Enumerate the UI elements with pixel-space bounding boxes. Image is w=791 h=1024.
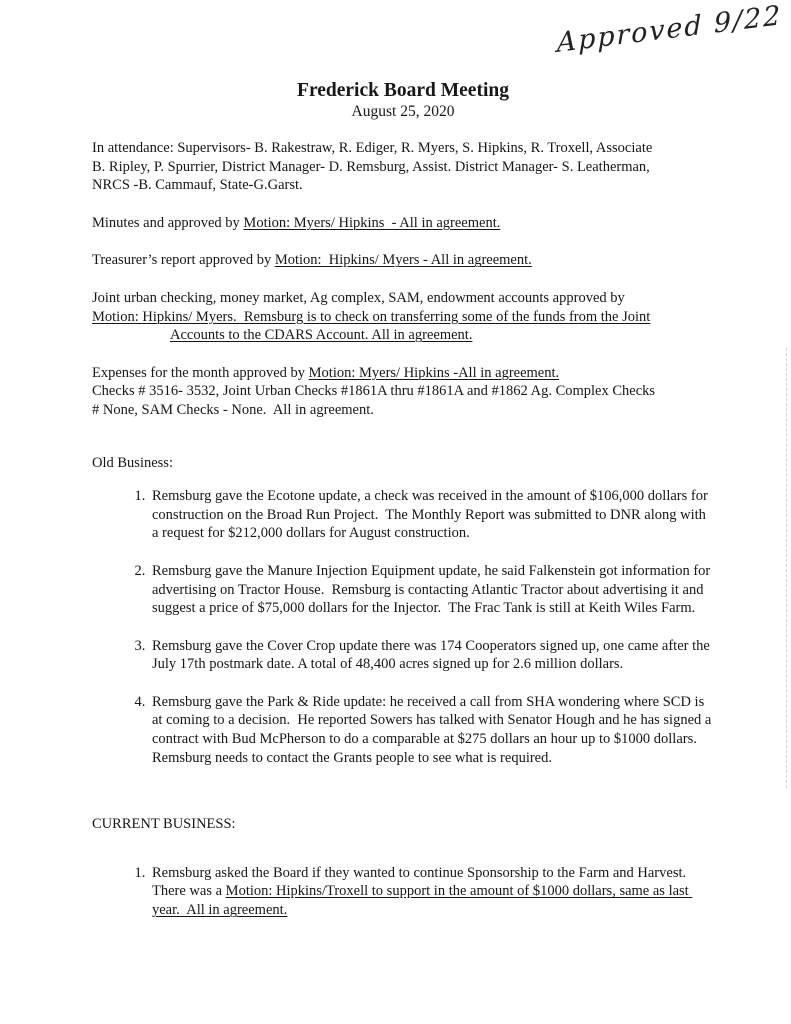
accounts-approval-paragraph bbox=[92, 289, 714, 345]
treasurer-approval-motion: Motion: Hipkins/ Myers - All in agreement. bbox=[274, 252, 532, 269]
attendance-line: B. Ripley, P. Spurrier, District Manager- D. Remsburg, Assist. District Manager- S. Leatherman, bbox=[92, 158, 650, 175]
old-business-item bbox=[149, 562, 714, 618]
minutes-approval-motion: Motion: Myers/ Hipkins - All in agreement. bbox=[243, 214, 501, 231]
accounts-approval-motion-cont: Accounts to the CDARS Account. All in agreement. bbox=[170, 327, 473, 344]
minutes-approval-paragraph bbox=[92, 214, 714, 233]
old-business-item bbox=[149, 693, 714, 767]
current-business-item-text: Remsburg asked the Board if they wanted to continue Sponsorship to the Farm and Harvest. There was a bbox=[152, 864, 690, 900]
minutes-approval-text: Minutes and approved by bbox=[92, 214, 244, 231]
expenses-approval-paragraph bbox=[92, 364, 714, 420]
accounts-approval-text: Joint urban checking, money market, Ag complex, SAM, endowment accounts approved by bbox=[92, 289, 625, 306]
accounts-approval-motion: Motion: Hipkins/ Myers. Remsburg is to check on transferring some of the funds from the Joint bbox=[92, 308, 651, 325]
old-business-item-text: Remsburg gave the Manure Injection Equipment update, he said Falkenstein got information for advertising on Tractor House. Remsburg is contacting Atlantic Tractor about advertising it and suggest a price of $75,000 dollars for the Injector. The Frac Tank is still at Keith Wiles Farm. bbox=[152, 562, 714, 617]
attendance-paragraph bbox=[92, 139, 714, 195]
old-business-item-text: Remsburg gave the Cover Crop update there was 174 Cooperators signed up, one came after the July 17th postmark date. A total of 48,400 acres signed up for 2.6 million dollars. bbox=[152, 637, 714, 673]
current-business-heading: CURRENT BUSINESS: bbox=[92, 816, 236, 833]
document-title: Frederick Board Meeting bbox=[297, 80, 509, 101]
old-business-item-text: Remsburg gave the Park & Ride update: he received a call from SHA wondering where SCD is at coming to a decision. He reported Sowers has talked with Senator Hough and he has signed a contract with Bud McPherson to do a comparable at $275 dollars an hour up to $1000 dollars. Remsburg needs to contact the Grants people to see what is required. bbox=[152, 693, 715, 766]
attendance-line: In attendance: Supervisors- B. Rakestraw, R. Ediger, R. Myers, S. Hipkins, R. Troxell, Associate bbox=[92, 140, 653, 156]
document-body bbox=[92, 80, 714, 939]
current-business-item-motion: Motion: Hipkins/Troxell to support in the amount of $1000 dollars, same as last year. All in agreement. bbox=[152, 883, 693, 919]
old-business-list bbox=[92, 487, 714, 767]
current-business-item bbox=[149, 864, 714, 920]
old-business-heading: Old Business: bbox=[92, 454, 173, 471]
treasurer-approval-paragraph bbox=[92, 251, 714, 270]
expenses-checks-line: Checks # 3516- 3532, Joint Urban Checks #1861A thru #1861A and #1862 Ag. Complex Checks bbox=[92, 383, 656, 400]
handwritten-approval-annotation: Approved 9/22 bbox=[556, 0, 783, 59]
attendance-line: NRCS -B. Cammauf, State-G.Garst. bbox=[92, 177, 303, 194]
current-business-list bbox=[92, 864, 714, 920]
old-business-item bbox=[149, 637, 714, 674]
expenses-approval-motion: Motion: Myers/ Hipkins -All in agreement. bbox=[308, 364, 560, 381]
treasurer-approval-text: Treasurer’s report approved by bbox=[92, 252, 275, 269]
expenses-approval-text: Expenses for the month approved by bbox=[92, 364, 309, 381]
expenses-checks-line: # None, SAM Checks - None. All in agreement. bbox=[92, 401, 374, 418]
old-business-item bbox=[149, 487, 714, 543]
old-business-item-text: Remsburg gave the Ecotone update, a check was received in the amount of $106,000 dollars for construction on the Broad Run Project. The Monthly Report was submitted to DNR along with a request for $212,000 dollars for August construction. bbox=[152, 488, 712, 542]
scan-edge-artifact bbox=[786, 348, 787, 788]
document-date: August 25, 2020 bbox=[351, 103, 455, 120]
